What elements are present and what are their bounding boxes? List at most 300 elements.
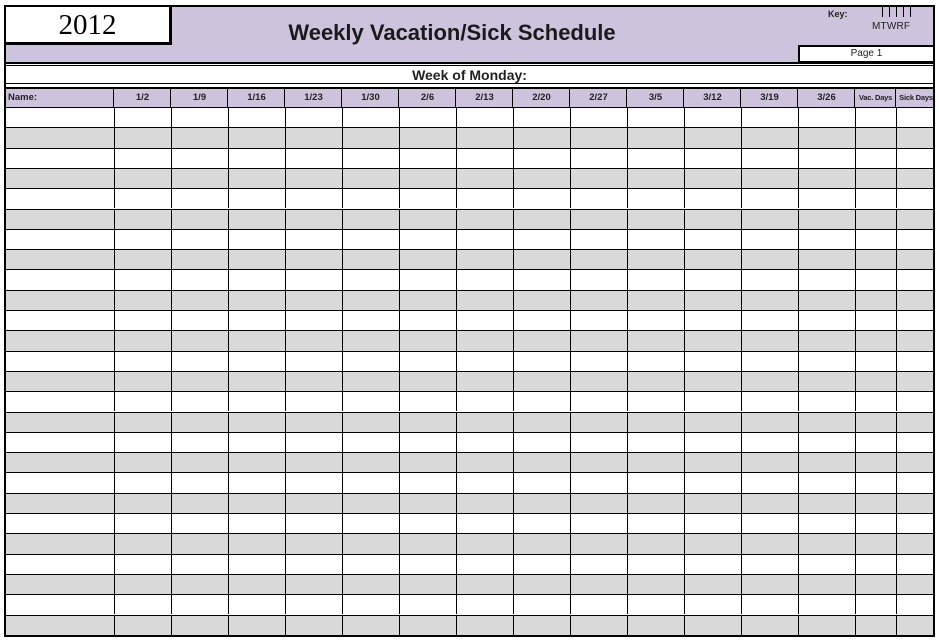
week-cell[interactable] — [342, 413, 399, 432]
week-cell[interactable] — [228, 311, 285, 330]
name-cell[interactable] — [6, 108, 114, 127]
name-cell[interactable] — [6, 270, 114, 289]
sick-days-cell[interactable] — [896, 453, 933, 472]
name-cell[interactable] — [6, 230, 114, 249]
week-cell[interactable] — [285, 372, 342, 391]
week-cell[interactable] — [228, 514, 285, 533]
week-cell[interactable] — [570, 555, 627, 574]
week-cell[interactable] — [456, 453, 513, 472]
week-cell[interactable] — [171, 270, 228, 289]
name-cell[interactable] — [6, 169, 114, 188]
week-cell[interactable] — [684, 595, 741, 614]
week-cell[interactable] — [570, 311, 627, 330]
week-cell[interactable] — [684, 473, 741, 492]
week-cell[interactable] — [798, 392, 855, 411]
week-cell[interactable] — [456, 352, 513, 371]
week-cell[interactable] — [285, 189, 342, 208]
week-cell[interactable] — [114, 250, 171, 269]
week-cell[interactable] — [798, 331, 855, 350]
week-cell[interactable] — [684, 108, 741, 127]
week-cell[interactable] — [456, 534, 513, 553]
week-cell[interactable] — [285, 250, 342, 269]
vac-days-cell[interactable] — [855, 291, 896, 310]
vac-days-cell[interactable] — [855, 453, 896, 472]
sick-days-cell[interactable] — [896, 473, 933, 492]
week-cell[interactable] — [627, 514, 684, 533]
name-cell[interactable] — [6, 473, 114, 492]
week-cell[interactable] — [570, 128, 627, 147]
week-cell[interactable] — [399, 413, 456, 432]
week-cell[interactable] — [570, 270, 627, 289]
week-cell[interactable] — [798, 555, 855, 574]
week-cell[interactable] — [342, 494, 399, 513]
week-cell[interactable] — [399, 372, 456, 391]
week-cell[interactable] — [228, 494, 285, 513]
sick-days-cell[interactable] — [896, 494, 933, 513]
week-cell[interactable] — [456, 473, 513, 492]
week-cell[interactable] — [399, 128, 456, 147]
week-cell[interactable] — [228, 534, 285, 553]
week-cell[interactable] — [171, 473, 228, 492]
week-cell[interactable] — [171, 372, 228, 391]
week-cell[interactable] — [285, 128, 342, 147]
week-cell[interactable] — [570, 575, 627, 594]
week-cell[interactable] — [513, 149, 570, 168]
week-cell[interactable] — [570, 392, 627, 411]
week-cell[interactable] — [285, 149, 342, 168]
week-cell[interactable] — [456, 514, 513, 533]
week-cell[interactable] — [570, 352, 627, 371]
week-cell[interactable] — [456, 494, 513, 513]
week-cell[interactable] — [513, 128, 570, 147]
week-cell[interactable] — [228, 453, 285, 472]
week-cell[interactable] — [228, 372, 285, 391]
name-cell[interactable] — [6, 189, 114, 208]
week-cell[interactable] — [627, 230, 684, 249]
week-cell[interactable] — [741, 250, 798, 269]
sick-days-cell[interactable] — [896, 413, 933, 432]
vac-days-cell[interactable] — [855, 534, 896, 553]
week-cell[interactable] — [570, 534, 627, 553]
week-cell[interactable] — [228, 108, 285, 127]
week-cell[interactable] — [513, 250, 570, 269]
week-cell[interactable] — [684, 230, 741, 249]
week-cell[interactable] — [570, 169, 627, 188]
week-cell[interactable] — [228, 352, 285, 371]
vac-days-cell[interactable] — [855, 413, 896, 432]
week-cell[interactable] — [798, 514, 855, 533]
week-cell[interactable] — [285, 534, 342, 553]
vac-days-cell[interactable] — [855, 108, 896, 127]
week-cell[interactable] — [570, 494, 627, 513]
week-cell[interactable] — [627, 352, 684, 371]
week-cell[interactable] — [798, 595, 855, 614]
week-cell[interactable] — [114, 473, 171, 492]
week-cell[interactable] — [741, 534, 798, 553]
week-cell[interactable] — [684, 352, 741, 371]
sick-days-cell[interactable] — [896, 169, 933, 188]
week-cell[interactable] — [798, 250, 855, 269]
sick-days-cell[interactable] — [896, 331, 933, 350]
week-cell[interactable] — [285, 595, 342, 614]
week-cell[interactable] — [684, 514, 741, 533]
week-cell[interactable] — [684, 169, 741, 188]
week-cell[interactable] — [513, 352, 570, 371]
week-cell[interactable] — [228, 270, 285, 289]
week-cell[interactable] — [285, 392, 342, 411]
week-cell[interactable] — [627, 616, 684, 635]
week-cell[interactable] — [798, 270, 855, 289]
week-cell[interactable] — [513, 291, 570, 310]
week-cell[interactable] — [171, 108, 228, 127]
week-cell[interactable] — [342, 514, 399, 533]
week-cell[interactable] — [285, 230, 342, 249]
week-cell[interactable] — [798, 128, 855, 147]
week-cell[interactable] — [171, 291, 228, 310]
week-cell[interactable] — [171, 311, 228, 330]
vac-days-cell[interactable] — [855, 575, 896, 594]
week-cell[interactable] — [513, 392, 570, 411]
week-cell[interactable] — [342, 534, 399, 553]
week-cell[interactable] — [285, 555, 342, 574]
week-cell[interactable] — [456, 149, 513, 168]
week-cell[interactable] — [513, 270, 570, 289]
vac-days-cell[interactable] — [855, 331, 896, 350]
week-cell[interactable] — [171, 494, 228, 513]
week-cell[interactable] — [171, 555, 228, 574]
week-cell[interactable] — [171, 575, 228, 594]
week-cell[interactable] — [228, 128, 285, 147]
week-cell[interactable] — [114, 616, 171, 635]
week-cell[interactable] — [798, 291, 855, 310]
week-cell[interactable] — [741, 453, 798, 472]
week-cell[interactable] — [342, 250, 399, 269]
week-cell[interactable] — [684, 331, 741, 350]
week-cell[interactable] — [171, 453, 228, 472]
week-cell[interactable] — [171, 616, 228, 635]
week-cell[interactable] — [171, 514, 228, 533]
sick-days-cell[interactable] — [896, 392, 933, 411]
week-cell[interactable] — [342, 230, 399, 249]
week-cell[interactable] — [741, 169, 798, 188]
week-cell[interactable] — [285, 514, 342, 533]
week-cell[interactable] — [399, 270, 456, 289]
week-cell[interactable] — [342, 372, 399, 391]
week-cell[interactable] — [798, 169, 855, 188]
week-cell[interactable] — [285, 169, 342, 188]
name-cell[interactable] — [6, 372, 114, 391]
week-cell[interactable] — [456, 392, 513, 411]
week-cell[interactable] — [399, 534, 456, 553]
week-cell[interactable] — [456, 128, 513, 147]
week-cell[interactable] — [228, 433, 285, 452]
vac-days-cell[interactable] — [855, 250, 896, 269]
week-cell[interactable] — [228, 250, 285, 269]
week-cell[interactable] — [342, 311, 399, 330]
sick-days-cell[interactable] — [896, 352, 933, 371]
week-cell[interactable] — [114, 169, 171, 188]
week-cell[interactable] — [399, 616, 456, 635]
week-cell[interactable] — [399, 494, 456, 513]
week-cell[interactable] — [684, 413, 741, 432]
sick-days-cell[interactable] — [896, 534, 933, 553]
week-cell[interactable] — [171, 189, 228, 208]
week-cell[interactable] — [741, 555, 798, 574]
week-cell[interactable] — [741, 372, 798, 391]
vac-days-cell[interactable] — [855, 494, 896, 513]
week-cell[interactable] — [342, 595, 399, 614]
week-cell[interactable] — [342, 149, 399, 168]
week-cell[interactable] — [513, 494, 570, 513]
week-cell[interactable] — [285, 108, 342, 127]
week-cell[interactable] — [456, 433, 513, 452]
week-cell[interactable] — [570, 331, 627, 350]
week-cell[interactable] — [456, 413, 513, 432]
week-cell[interactable] — [285, 433, 342, 452]
vac-days-cell[interactable] — [855, 210, 896, 229]
name-cell[interactable] — [6, 616, 114, 635]
week-cell[interactable] — [171, 230, 228, 249]
week-cell[interactable] — [171, 392, 228, 411]
vac-days-cell[interactable] — [855, 595, 896, 614]
week-cell[interactable] — [114, 108, 171, 127]
sick-days-cell[interactable] — [896, 108, 933, 127]
sick-days-cell[interactable] — [896, 555, 933, 574]
week-cell[interactable] — [627, 189, 684, 208]
week-cell[interactable] — [456, 108, 513, 127]
week-cell[interactable] — [684, 128, 741, 147]
week-cell[interactable] — [627, 128, 684, 147]
week-cell[interactable] — [741, 331, 798, 350]
week-cell[interactable] — [627, 149, 684, 168]
week-cell[interactable] — [627, 453, 684, 472]
week-cell[interactable] — [114, 149, 171, 168]
week-cell[interactable] — [399, 311, 456, 330]
week-cell[interactable] — [228, 169, 285, 188]
vac-days-cell[interactable] — [855, 169, 896, 188]
week-cell[interactable] — [456, 595, 513, 614]
week-cell[interactable] — [342, 453, 399, 472]
week-cell[interactable] — [171, 413, 228, 432]
vac-days-cell[interactable] — [855, 149, 896, 168]
week-cell[interactable] — [456, 169, 513, 188]
week-cell[interactable] — [570, 210, 627, 229]
week-cell[interactable] — [456, 372, 513, 391]
vac-days-cell[interactable] — [855, 392, 896, 411]
name-cell[interactable] — [6, 514, 114, 533]
week-cell[interactable] — [342, 555, 399, 574]
week-cell[interactable] — [171, 433, 228, 452]
week-cell[interactable] — [342, 352, 399, 371]
week-cell[interactable] — [684, 311, 741, 330]
week-cell[interactable] — [627, 595, 684, 614]
vac-days-cell[interactable] — [855, 128, 896, 147]
sick-days-cell[interactable] — [896, 514, 933, 533]
week-cell[interactable] — [171, 128, 228, 147]
week-cell[interactable] — [513, 595, 570, 614]
week-cell[interactable] — [456, 230, 513, 249]
week-cell[interactable] — [342, 392, 399, 411]
year-cell[interactable]: 2012 — [6, 7, 172, 45]
week-cell[interactable] — [741, 494, 798, 513]
vac-days-cell[interactable] — [855, 473, 896, 492]
week-cell[interactable] — [684, 149, 741, 168]
week-cell[interactable] — [570, 108, 627, 127]
week-cell[interactable] — [798, 149, 855, 168]
sick-days-cell[interactable] — [896, 433, 933, 452]
week-cell[interactable] — [171, 250, 228, 269]
week-cell[interactable] — [627, 311, 684, 330]
week-cell[interactable] — [570, 453, 627, 472]
week-cell[interactable] — [228, 210, 285, 229]
week-cell[interactable] — [570, 372, 627, 391]
week-cell[interactable] — [513, 210, 570, 229]
vac-days-cell[interactable] — [855, 514, 896, 533]
week-cell[interactable] — [684, 250, 741, 269]
week-cell[interactable] — [285, 311, 342, 330]
week-cell[interactable] — [627, 108, 684, 127]
week-cell[interactable] — [114, 494, 171, 513]
week-cell[interactable] — [114, 270, 171, 289]
week-cell[interactable] — [114, 128, 171, 147]
week-cell[interactable] — [741, 128, 798, 147]
week-cell[interactable] — [285, 616, 342, 635]
vac-days-cell[interactable] — [855, 555, 896, 574]
week-cell[interactable] — [513, 372, 570, 391]
week-cell[interactable] — [285, 210, 342, 229]
week-cell[interactable] — [228, 473, 285, 492]
week-cell[interactable] — [741, 392, 798, 411]
week-cell[interactable] — [570, 616, 627, 635]
week-cell[interactable] — [513, 514, 570, 533]
vac-days-cell[interactable] — [855, 311, 896, 330]
week-cell[interactable] — [228, 230, 285, 249]
week-cell[interactable] — [114, 595, 171, 614]
week-cell[interactable] — [627, 433, 684, 452]
sick-days-cell[interactable] — [896, 575, 933, 594]
vac-days-cell[interactable] — [855, 433, 896, 452]
week-cell[interactable] — [171, 534, 228, 553]
vac-days-cell[interactable] — [855, 189, 896, 208]
week-cell[interactable] — [570, 250, 627, 269]
week-cell[interactable] — [285, 453, 342, 472]
sick-days-cell[interactable] — [896, 210, 933, 229]
week-cell[interactable] — [570, 230, 627, 249]
week-cell[interactable] — [399, 433, 456, 452]
week-cell[interactable] — [627, 250, 684, 269]
sick-days-cell[interactable] — [896, 311, 933, 330]
week-cell[interactable] — [342, 270, 399, 289]
week-cell[interactable] — [228, 149, 285, 168]
week-cell[interactable] — [285, 270, 342, 289]
week-cell[interactable] — [114, 534, 171, 553]
week-cell[interactable] — [741, 291, 798, 310]
week-cell[interactable] — [627, 372, 684, 391]
week-cell[interactable] — [171, 210, 228, 229]
week-cell[interactable] — [342, 473, 399, 492]
week-cell[interactable] — [285, 575, 342, 594]
week-cell[interactable] — [171, 331, 228, 350]
week-cell[interactable] — [285, 352, 342, 371]
week-cell[interactable] — [741, 595, 798, 614]
week-cell[interactable] — [456, 311, 513, 330]
week-cell[interactable] — [798, 352, 855, 371]
week-cell[interactable] — [627, 270, 684, 289]
week-cell[interactable] — [114, 189, 171, 208]
week-cell[interactable] — [741, 210, 798, 229]
week-cell[interactable] — [456, 616, 513, 635]
sick-days-cell[interactable] — [896, 291, 933, 310]
week-cell[interactable] — [114, 291, 171, 310]
week-cell[interactable] — [399, 210, 456, 229]
name-cell[interactable] — [6, 575, 114, 594]
week-cell[interactable] — [798, 210, 855, 229]
week-cell[interactable] — [342, 433, 399, 452]
week-cell[interactable] — [399, 595, 456, 614]
name-cell[interactable] — [6, 494, 114, 513]
week-cell[interactable] — [741, 433, 798, 452]
week-cell[interactable] — [684, 291, 741, 310]
week-cell[interactable] — [228, 575, 285, 594]
sick-days-cell[interactable] — [896, 189, 933, 208]
week-cell[interactable] — [741, 270, 798, 289]
week-cell[interactable] — [684, 372, 741, 391]
week-cell[interactable] — [399, 189, 456, 208]
name-cell[interactable] — [6, 331, 114, 350]
week-cell[interactable] — [627, 494, 684, 513]
week-cell[interactable] — [342, 616, 399, 635]
week-cell[interactable] — [456, 270, 513, 289]
week-cell[interactable] — [741, 311, 798, 330]
name-cell[interactable] — [6, 128, 114, 147]
week-cell[interactable] — [798, 453, 855, 472]
week-cell[interactable] — [798, 311, 855, 330]
week-cell[interactable] — [684, 210, 741, 229]
week-cell[interactable] — [570, 291, 627, 310]
week-cell[interactable] — [627, 210, 684, 229]
week-cell[interactable] — [171, 595, 228, 614]
week-cell[interactable] — [285, 291, 342, 310]
week-cell[interactable] — [399, 352, 456, 371]
name-cell[interactable] — [6, 453, 114, 472]
week-cell[interactable] — [456, 250, 513, 269]
week-cell[interactable] — [342, 169, 399, 188]
week-cell[interactable] — [684, 189, 741, 208]
name-cell[interactable] — [6, 250, 114, 269]
week-cell[interactable] — [741, 189, 798, 208]
week-cell[interactable] — [741, 514, 798, 533]
name-cell[interactable] — [6, 210, 114, 229]
week-cell[interactable] — [684, 555, 741, 574]
week-cell[interactable] — [114, 575, 171, 594]
week-cell[interactable] — [741, 149, 798, 168]
vac-days-cell[interactable] — [855, 230, 896, 249]
week-cell[interactable] — [399, 514, 456, 533]
week-cell[interactable] — [114, 555, 171, 574]
week-cell[interactable] — [684, 494, 741, 513]
week-cell[interactable] — [627, 575, 684, 594]
week-cell[interactable] — [627, 291, 684, 310]
week-cell[interactable] — [798, 189, 855, 208]
week-cell[interactable] — [114, 210, 171, 229]
sick-days-cell[interactable] — [896, 595, 933, 614]
week-cell[interactable] — [342, 331, 399, 350]
week-cell[interactable] — [741, 575, 798, 594]
week-cell[interactable] — [114, 352, 171, 371]
week-cell[interactable] — [570, 473, 627, 492]
week-cell[interactable] — [285, 413, 342, 432]
week-cell[interactable] — [798, 230, 855, 249]
